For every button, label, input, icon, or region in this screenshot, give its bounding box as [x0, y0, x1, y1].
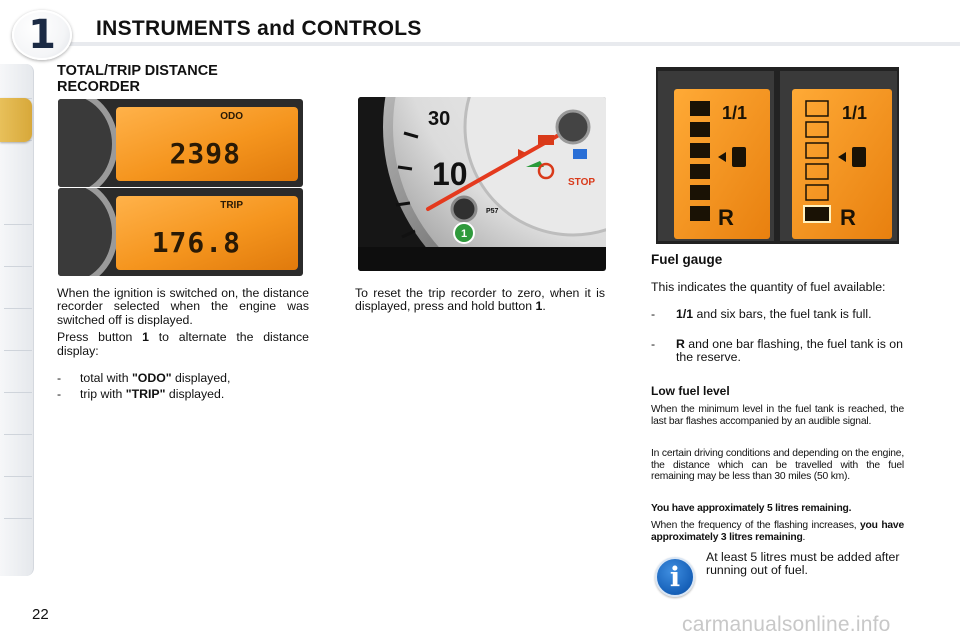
trip-label: TRIP — [220, 200, 243, 211]
speedometer-drawing — [358, 97, 606, 271]
page-number: 22 — [32, 606, 49, 623]
list-item-text: 1/1 and six bars, the fuel tank is full. — [676, 307, 872, 321]
low-fuel-para-1: When the minimum level in the fuel tank is reached, the last bar flashes accompanied by an audible signal. — [651, 404, 904, 427]
list-item-text: trip with "TRIP" displayed. — [80, 387, 225, 401]
fuel-intro: This indicates the quantity of fuel available: — [651, 280, 886, 294]
para2-prefix: Press button — [57, 330, 143, 345]
fuel-panel-reserve — [780, 71, 897, 241]
chapter-badge — [12, 10, 72, 60]
chapter-tab-divider — [4, 392, 32, 393]
chapter-tab-divider — [4, 224, 32, 225]
odo-display-image — [58, 99, 303, 187]
speedometer-image — [358, 97, 606, 271]
fuel-full-label-2: 1/1 — [842, 103, 868, 123]
speed-label-30: 30 — [428, 108, 451, 130]
list-item — [57, 388, 309, 401]
fuel-gauge-drawing — [656, 67, 899, 244]
header-rule — [60, 42, 960, 46]
chapter-tab-divider — [4, 266, 32, 267]
trip-reset-button — [452, 197, 476, 221]
page-header — [0, 0, 960, 62]
chapter-number: 1 — [28, 12, 56, 58]
low-fuel-heading: Low fuel level — [651, 384, 730, 398]
chapter-tab-divider — [4, 434, 32, 435]
list-item — [651, 338, 905, 365]
page-title: INSTRUMENTS and CONTROLS — [96, 17, 422, 40]
recorder-para-2 — [57, 331, 309, 358]
list-dash: - — [651, 307, 656, 321]
low-fuel-para-4: When the frequency of the flashing increases, you have approximately 3 litres remaining. — [651, 520, 904, 543]
gauge-bezel — [58, 99, 118, 187]
reset-description — [355, 287, 605, 318]
list-item-text: R and one bar flashing, the fuel tank is on the reserve. — [676, 337, 903, 365]
fuel-reserve-label: R — [718, 205, 734, 230]
chapter-tab-divider — [4, 518, 32, 519]
chapter-tab-divider — [4, 308, 32, 309]
odo-value: 2398 — [169, 137, 241, 170]
trip-display-image — [58, 188, 303, 276]
trip-value: 176.8 — [151, 226, 241, 259]
dashboard-trim — [358, 247, 606, 271]
watermark: carmanualsonline.info — [682, 613, 891, 636]
info-icon: i — [655, 557, 695, 597]
recorder-para-1: When the ignition is switched on, the distance recorder selected when the engine was switched off is displayed. — [57, 286, 309, 327]
list-dash: - — [651, 337, 656, 351]
note-text: At least 5 litres must be added after running out of fuel. — [706, 550, 900, 578]
speed-label-10: 10 — [432, 156, 468, 192]
list-item — [651, 308, 905, 321]
chapter-tab-divider — [4, 476, 32, 477]
list-item — [57, 372, 309, 385]
chapter-tab-divider — [4, 350, 32, 351]
section-title: TOTAL/TRIP DISTANCE RECORDER — [57, 63, 218, 95]
needle-hub — [557, 111, 589, 143]
low-fuel-para-3: You have approximately 5 litres remaining. — [651, 503, 852, 514]
fuel-panel-full — [658, 71, 774, 241]
fuel-reserve-label-2: R — [840, 205, 856, 230]
odo-label: ODO — [220, 111, 243, 122]
recorder-description — [57, 287, 309, 362]
fuel-full-label: 1/1 — [722, 103, 748, 123]
button-callout-number: 1 — [460, 228, 468, 240]
gauge-bezel — [58, 188, 118, 276]
fuel-gauge-heading: Fuel gauge — [651, 252, 723, 267]
stop-lamp-label: STOP — [568, 177, 596, 188]
reset-para: To reset the trip recorder to zero, when it is displayed, press and hold button 1. — [355, 286, 605, 314]
list-item-text: total with "ODO" displayed, — [80, 371, 231, 385]
chapter-tab-active[interactable] — [0, 98, 32, 142]
para2-suffix: to alternate the distance display: — [57, 330, 309, 358]
low-fuel-para-2: In certain driving conditions and depending on the engine, the distance which can be travelled with the fuel remaining may be less than 30 miles (50 km). — [651, 448, 904, 483]
list-dash: - — [57, 371, 62, 385]
fuel-gauge-image — [656, 67, 899, 244]
list-dash: - — [57, 387, 62, 401]
para2-button: 1 — [142, 330, 149, 345]
part-code-label: P57 — [486, 208, 499, 215]
